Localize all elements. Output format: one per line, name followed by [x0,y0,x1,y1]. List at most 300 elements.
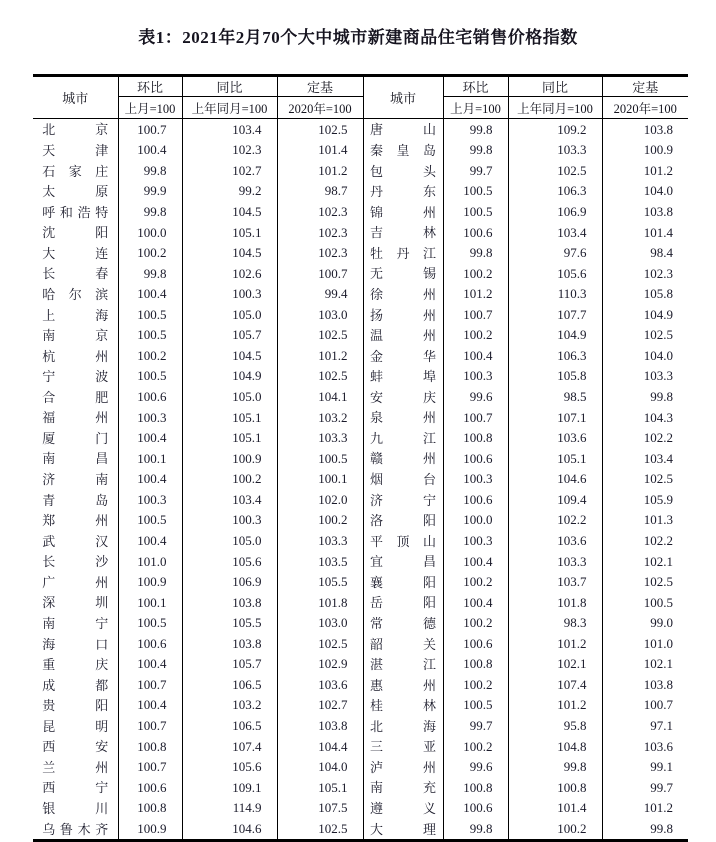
mom-cell: 100.3 [443,469,508,490]
city-cell [33,530,118,551]
yoy-cell: 106.9 [508,201,602,222]
base-yoy-right: 上年同月=100 [508,97,602,119]
city-name: 韶 关 [370,636,436,652]
city-name: 大 理 [370,821,436,837]
mom-cell: 100.5 [118,325,182,346]
fixed-cell: 103.2 [277,407,363,428]
city-cell [33,798,118,819]
city-cell [33,613,118,634]
city-name: 海 口 [42,636,109,652]
mom-cell: 100.4 [443,345,508,366]
city-cell [363,407,443,428]
mom-cell: 100.1 [118,448,182,469]
yoy-cell: 104.9 [508,325,602,346]
yoy-cell: 100.2 [508,818,602,840]
fixed-cell: 103.0 [277,613,363,634]
city-cell [363,798,443,819]
city-name: 泉 州 [370,410,436,426]
city-name: 三 亚 [370,739,436,755]
mom-cell: 100.4 [118,427,182,448]
mom-cell: 100.6 [443,633,508,654]
city-name: 南 昌 [42,451,109,467]
city-name: 石 家 庄 [42,163,109,179]
fixed-cell: 101.0 [602,633,688,654]
yoy-cell: 107.7 [508,304,602,325]
city-name: 沈 阳 [42,225,109,241]
fixed-cell: 99.8 [602,386,688,407]
yoy-cell: 107.4 [182,736,277,757]
table-row [33,448,688,469]
table-row [33,469,688,490]
yoy-cell: 105.1 [182,407,277,428]
city-cell [363,633,443,654]
yoy-cell: 105.6 [182,551,277,572]
city-name: 惠 州 [370,677,436,693]
yoy-cell: 104.8 [508,736,602,757]
mom-cell: 100.8 [443,654,508,675]
table-body [33,119,688,841]
city-cell [363,427,443,448]
fixed-cell: 97.1 [602,715,688,736]
city-name: 唐 山 [370,122,436,138]
yoy-cell: 103.8 [182,633,277,654]
mom-cell: 100.7 [118,756,182,777]
city-cell [363,284,443,305]
mom-cell: 100.5 [118,510,182,531]
city-name: 洛 阳 [370,513,436,529]
mom-cell: 100.4 [118,284,182,305]
city-cell [363,325,443,346]
city-name: 无 锡 [370,266,436,282]
mom-cell: 100.6 [118,777,182,798]
fixed-cell: 102.3 [602,263,688,284]
mom-cell: 100.7 [443,304,508,325]
yoy-cell: 102.5 [508,160,602,181]
fixed-cell: 101.2 [602,798,688,819]
table-row [33,119,688,140]
header-row-bases [33,97,688,119]
city-name: 温 州 [370,328,436,344]
table-row [33,140,688,161]
fixed-cell: 99.0 [602,613,688,634]
header-row-groups [33,76,688,97]
mom-cell: 100.2 [118,345,182,366]
table-row [33,756,688,777]
city-name: 宁 波 [42,369,109,385]
mom-cell: 100.4 [443,551,508,572]
city-cell [363,592,443,613]
yoy-cell: 104.5 [182,201,277,222]
col-header-yoy-right: 同比 [508,76,602,97]
yoy-cell: 100.3 [182,510,277,531]
yoy-cell: 103.2 [182,695,277,716]
fixed-cell: 103.8 [602,674,688,695]
yoy-cell: 103.3 [508,140,602,161]
yoy-cell: 102.3 [182,140,277,161]
fixed-cell: 102.3 [277,242,363,263]
fixed-cell: 102.7 [277,695,363,716]
fixed-cell: 103.8 [602,119,688,140]
mom-cell: 100.7 [118,119,182,140]
fixed-cell: 102.1 [602,654,688,675]
mom-cell: 99.7 [443,160,508,181]
city-name: 襄 阳 [370,574,436,590]
mom-cell: 100.4 [118,654,182,675]
city-cell [33,592,118,613]
table-row [33,222,688,243]
fixed-cell: 104.4 [277,736,363,757]
city-name: 金 华 [370,348,436,364]
table-row [33,181,688,202]
city-cell [33,366,118,387]
mom-cell: 100.4 [118,140,182,161]
fixed-cell: 100.5 [602,592,688,613]
mom-cell: 99.8 [443,119,508,140]
mom-cell: 99.8 [443,140,508,161]
mom-cell: 100.5 [118,613,182,634]
yoy-cell: 103.6 [508,530,602,551]
city-cell [363,674,443,695]
yoy-cell: 103.3 [508,551,602,572]
mom-cell: 100.2 [443,674,508,695]
city-cell [363,695,443,716]
city-name: 九 江 [370,430,436,446]
fixed-cell: 102.3 [277,201,363,222]
fixed-cell: 100.1 [277,469,363,490]
fixed-cell: 102.9 [277,654,363,675]
table-row [33,674,688,695]
city-name: 哈 尔 滨 [42,286,109,302]
mom-cell: 99.6 [443,386,508,407]
city-name: 成 都 [42,677,109,693]
city-name: 吉 林 [370,225,436,241]
fixed-cell: 104.0 [602,181,688,202]
city-cell [363,715,443,736]
yoy-cell: 104.6 [508,469,602,490]
city-cell [33,818,118,840]
fixed-cell: 104.9 [602,304,688,325]
city-cell [33,551,118,572]
city-cell [33,325,118,346]
city-name: 北 京 [42,122,109,138]
fixed-cell: 104.3 [602,407,688,428]
table-row [33,633,688,654]
fixed-cell: 99.1 [602,756,688,777]
yoy-cell: 105.1 [508,448,602,469]
yoy-cell: 103.4 [182,119,277,140]
fixed-cell: 102.1 [602,551,688,572]
city-name: 济 南 [42,472,109,488]
fixed-cell: 101.4 [602,222,688,243]
table-row [33,613,688,634]
table-header [33,76,688,119]
city-cell [363,263,443,284]
col-header-city-right: 城市 [363,76,443,119]
yoy-cell: 100.9 [182,448,277,469]
yoy-cell: 105.8 [508,366,602,387]
yoy-cell: 101.2 [508,633,602,654]
mom-cell: 100.1 [118,592,182,613]
table-row [33,304,688,325]
yoy-cell: 105.1 [182,427,277,448]
city-cell [33,736,118,757]
city-cell [33,427,118,448]
table-row [33,427,688,448]
city-name: 平 顶 山 [370,533,436,549]
yoy-cell: 107.1 [508,407,602,428]
city-cell [33,510,118,531]
mom-cell: 99.8 [443,242,508,263]
city-cell [33,695,118,716]
mom-cell: 100.3 [118,407,182,428]
yoy-cell: 105.6 [508,263,602,284]
city-cell [363,448,443,469]
table-row [33,489,688,510]
mom-cell: 100.4 [118,530,182,551]
yoy-cell: 101.8 [508,592,602,613]
city-cell [363,386,443,407]
mom-cell: 100.4 [118,695,182,716]
yoy-cell: 103.4 [182,489,277,510]
fixed-cell: 103.3 [277,427,363,448]
base-fixed-left: 2020年=100 [277,97,363,119]
city-cell [33,304,118,325]
city-cell [363,222,443,243]
mom-cell: 100.7 [443,407,508,428]
city-name: 秦 皇 岛 [370,143,436,159]
fixed-cell: 102.5 [602,469,688,490]
city-cell [363,140,443,161]
table-row [33,592,688,613]
table-row [33,818,688,840]
city-cell [33,386,118,407]
city-name: 银 川 [42,801,109,817]
city-name: 宜 昌 [370,554,436,570]
city-cell [363,469,443,490]
city-name: 岳 阳 [370,595,436,611]
col-header-mom-right: 环比 [443,76,508,97]
fixed-cell: 100.7 [277,263,363,284]
city-name: 乌 鲁 木 齐 [42,821,109,837]
mom-cell: 100.2 [443,325,508,346]
fixed-cell: 102.2 [602,530,688,551]
mom-cell: 100.8 [118,736,182,757]
table-row [33,366,688,387]
mom-cell: 100.7 [118,715,182,736]
fixed-cell: 100.2 [277,510,363,531]
mom-cell: 99.7 [443,715,508,736]
city-name: 济 宁 [370,492,436,508]
city-name: 丹 东 [370,184,436,200]
mom-cell: 100.5 [443,201,508,222]
mom-cell: 100.9 [118,571,182,592]
city-cell [363,530,443,551]
city-name: 南 京 [42,328,109,344]
city-name: 呼 和 浩 特 [42,204,109,220]
mom-cell: 100.5 [118,366,182,387]
mom-cell: 100.5 [443,695,508,716]
fixed-cell: 100.9 [602,140,688,161]
yoy-cell: 105.0 [182,386,277,407]
city-name: 杭 州 [42,348,109,364]
fixed-cell: 102.5 [277,818,363,840]
city-cell [33,181,118,202]
city-name: 合 肥 [42,389,109,405]
city-name: 牡 丹 江 [370,245,436,261]
city-cell [363,654,443,675]
table-row [33,551,688,572]
mom-cell: 100.3 [118,489,182,510]
yoy-cell: 106.5 [182,674,277,695]
fixed-cell: 107.5 [277,798,363,819]
table-row [33,386,688,407]
city-name: 泸 州 [370,759,436,775]
yoy-cell: 103.4 [508,222,602,243]
table-row [33,654,688,675]
city-name: 天 津 [42,143,109,159]
mom-cell: 100.7 [118,674,182,695]
yoy-cell: 102.7 [182,160,277,181]
mom-cell: 99.8 [443,818,508,840]
yoy-cell: 109.2 [508,119,602,140]
mom-cell: 100.3 [443,530,508,551]
city-cell [33,284,118,305]
fixed-cell: 101.3 [602,510,688,531]
city-name: 赣 州 [370,451,436,467]
mom-cell: 100.6 [443,222,508,243]
city-name: 重 庆 [42,657,109,673]
fixed-cell: 105.9 [602,489,688,510]
fixed-cell: 103.6 [277,674,363,695]
yoy-cell: 105.6 [182,756,277,777]
yoy-cell: 102.2 [508,510,602,531]
table-row [33,242,688,263]
fixed-cell: 102.5 [277,633,363,654]
yoy-cell: 102.1 [508,654,602,675]
yoy-cell: 104.5 [182,242,277,263]
mom-cell: 99.6 [443,756,508,777]
mom-cell: 100.6 [443,798,508,819]
yoy-cell: 105.0 [182,530,277,551]
fixed-cell: 105.5 [277,571,363,592]
yoy-cell: 110.3 [508,284,602,305]
mom-cell: 99.8 [118,263,182,284]
city-cell [363,613,443,634]
city-name: 包 头 [370,163,436,179]
fixed-cell: 103.3 [277,530,363,551]
city-name: 西 安 [42,739,109,755]
yoy-cell: 103.6 [508,427,602,448]
page-title: 表1：2021年2月70个大中城市新建商品住宅销售价格指数 [138,28,578,47]
mom-cell: 100.5 [443,181,508,202]
yoy-cell: 98.3 [508,613,602,634]
fixed-cell: 102.5 [277,366,363,387]
city-name: 锦 州 [370,204,436,220]
fixed-cell: 100.5 [277,448,363,469]
base-mom-right: 上月=100 [443,97,508,119]
base-mom-left: 上月=100 [118,97,182,119]
yoy-cell: 100.3 [182,284,277,305]
base-yoy-left: 上年同月=100 [182,97,277,119]
fixed-cell: 102.2 [602,427,688,448]
yoy-cell: 105.7 [182,325,277,346]
mom-cell: 100.2 [443,263,508,284]
city-cell [363,818,443,840]
fixed-cell: 103.6 [602,736,688,757]
fixed-cell: 101.2 [277,160,363,181]
city-name: 烟 台 [370,472,436,488]
city-name: 昆 明 [42,718,109,734]
fixed-cell: 105.8 [602,284,688,305]
mom-cell: 100.5 [118,304,182,325]
fixed-cell: 98.4 [602,242,688,263]
yoy-cell: 98.5 [508,386,602,407]
city-name: 兰 州 [42,759,109,775]
yoy-cell: 102.6 [182,263,277,284]
city-cell [33,160,118,181]
mom-cell: 100.0 [443,510,508,531]
fixed-cell: 103.8 [277,715,363,736]
yoy-cell: 105.0 [182,304,277,325]
city-cell [33,777,118,798]
yoy-cell: 99.8 [508,756,602,777]
fixed-cell: 101.2 [602,160,688,181]
city-cell [33,448,118,469]
city-cell [363,510,443,531]
city-name: 郑 州 [42,513,109,529]
city-name: 蚌 埠 [370,369,436,385]
fixed-cell: 102.5 [602,325,688,346]
city-name: 上 海 [42,307,109,323]
fixed-cell: 103.3 [602,366,688,387]
fixed-cell: 104.1 [277,386,363,407]
yoy-cell: 106.9 [182,571,277,592]
city-cell [363,489,443,510]
fixed-cell: 101.2 [277,345,363,366]
city-name: 长 沙 [42,554,109,570]
city-cell [33,201,118,222]
table-row [33,160,688,181]
city-name: 贵 阳 [42,698,109,714]
fixed-cell: 104.0 [602,345,688,366]
city-cell [33,119,118,140]
yoy-cell: 99.2 [182,181,277,202]
fixed-cell: 102.5 [277,119,363,140]
city-cell [33,469,118,490]
table-row [33,263,688,284]
price-index-table [33,74,688,842]
col-header-yoy-left: 同比 [182,76,277,97]
city-cell [363,571,443,592]
col-header-mom-left: 环比 [118,76,182,97]
mom-cell: 101.2 [443,284,508,305]
table-row [33,510,688,531]
yoy-cell: 101.2 [508,695,602,716]
fixed-cell: 99.8 [602,818,688,840]
city-cell [33,654,118,675]
city-cell [363,736,443,757]
city-name: 深 圳 [42,595,109,611]
yoy-cell: 105.7 [182,654,277,675]
city-cell [363,345,443,366]
city-name: 大 连 [42,245,109,261]
mom-cell: 100.4 [118,469,182,490]
city-name: 南 充 [370,780,436,796]
city-name: 青 岛 [42,492,109,508]
yoy-cell: 95.8 [508,715,602,736]
mom-cell: 100.9 [118,818,182,840]
yoy-cell: 106.5 [182,715,277,736]
